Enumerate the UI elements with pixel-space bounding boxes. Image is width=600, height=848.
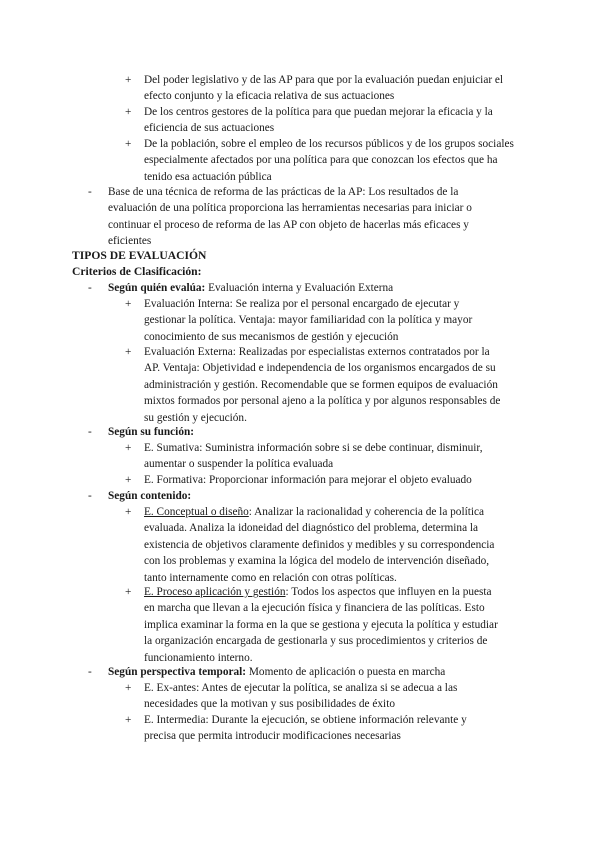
plus-bullet: + bbox=[125, 138, 132, 150]
list-item bbox=[125, 584, 503, 666]
list-item bbox=[125, 712, 500, 745]
plus-bullet: + bbox=[125, 74, 132, 86]
list-item bbox=[125, 504, 500, 586]
list-item-text: E. Formativa: Proporcionar información para mejorar el objeto evaluado bbox=[144, 474, 472, 486]
criterion-temporal bbox=[88, 664, 508, 680]
criterion-label: Según contenido: bbox=[108, 490, 192, 502]
criterion-label: Según quién evalúa: bbox=[108, 282, 206, 294]
list-item bbox=[125, 72, 520, 105]
criterion-text: Evaluación interna y Evaluación Externa bbox=[205, 282, 394, 294]
criterion-line bbox=[108, 664, 508, 680]
plus-bullet: + bbox=[125, 682, 132, 694]
list-item bbox=[125, 440, 500, 473]
list-item bbox=[125, 472, 503, 488]
list-item-text: E. Intermedia: Durante la ejecución, se obtiene información relevante y precisa que permita introducir modificaciones necesarias bbox=[144, 714, 467, 743]
dash-bullet: - bbox=[88, 666, 92, 678]
plus-bullet: + bbox=[125, 586, 132, 598]
list-item bbox=[125, 680, 500, 713]
list-item-text: De la población, sobre el empleo de los recursos públicos y de los grupos sociales especialmente afectados por una política para que conozcan los efectos que ha tenido esa actuación pública bbox=[144, 138, 514, 183]
list-item bbox=[125, 296, 500, 345]
list-item bbox=[125, 344, 503, 426]
criterion-label: Según perspectiva temporal: bbox=[108, 666, 247, 678]
item-description: : Todos los aspectos que influyen en la puesta en marcha que llevan a la ejecución física y financiera de las políticas. Esto implica examinar la forma en la que se gestiona y ejecuta la política y estudiar la organización encargada de gestionarla y sus procedimientos y criterios de funcionamiento interno. bbox=[144, 586, 498, 664]
dash-bullet: - bbox=[88, 490, 92, 502]
section-subtitle: Criterios de Clasificación: bbox=[72, 265, 202, 278]
plus-bullet: + bbox=[125, 474, 132, 486]
dash-bullet: - bbox=[88, 282, 92, 294]
item-title: E. Proceso aplicación y gestión bbox=[144, 586, 286, 598]
plus-bullet: + bbox=[125, 346, 132, 358]
list-item-text: Evaluación Externa: Realizadas por especialistas externos contratados por la AP. Ventaja: Objetividad e independencia de los organismos encargados de su administración y gestión. Recomendable que se formen equipos de evaluación mixtos formados por personal ajeno a la política y por algunos responsables de su gestión y ejecución. bbox=[144, 346, 501, 424]
dash-bullet: - bbox=[88, 426, 92, 438]
plus-bullet: + bbox=[125, 442, 132, 454]
list-item bbox=[125, 136, 520, 185]
plus-bullet: + bbox=[125, 714, 132, 726]
criterion-line bbox=[108, 424, 508, 440]
list-item-text: Del poder legislativo y de las AP para que por la evaluación puedan enjuiciar el efecto conjunto y la eficacia relativa de sus actuaciones bbox=[144, 74, 504, 103]
list-item-text bbox=[144, 584, 503, 666]
list-item-text bbox=[144, 504, 500, 586]
section-title: TIPOS DE EVALUACIÓN bbox=[72, 249, 207, 262]
criterion-label: Según su función: bbox=[108, 426, 195, 438]
dash-bullet: - bbox=[88, 186, 92, 198]
criterion-text: Momento de aplicación o puesta en marcha bbox=[246, 666, 446, 678]
item-description: : Analizar la racionalidad y coherencia de la política evaluada. Analiza la idoneidad del diagnóstico del problema, determina la existencia de objetivos claramente definidos y medibles y su correspondencia con los problemas y examina la lógica del modelo de intervención diseñado, tanto internamente como en relación con otras políticas. bbox=[144, 506, 495, 584]
criterion-quien bbox=[88, 280, 508, 296]
plus-bullet: + bbox=[125, 506, 132, 518]
list-item bbox=[88, 184, 500, 250]
plus-bullet: + bbox=[125, 298, 132, 310]
criterion-line bbox=[108, 488, 508, 504]
list-item-text: E. Sumativa: Suministra información sobre si se debe continuar, disminuir, aumentar o suspender la política evaluada bbox=[144, 442, 483, 471]
list-item-text: E. Ex-antes: Antes de ejecutar la política, se analiza si se adecua a las necesidades que la motivan y sus posibilidades de éxito bbox=[144, 682, 458, 711]
criterion-contenido bbox=[88, 488, 508, 504]
criterion-line bbox=[108, 280, 508, 296]
list-item-text: De los centros gestores de la política para que puedan mejorar la eficacia y la eficiencia de sus actuaciones bbox=[144, 106, 493, 135]
criterion-funcion bbox=[88, 424, 508, 440]
list-item-text: Base de una técnica de reforma de las prácticas de la AP: Los resultados de la evaluación de una política proporciona las herramientas necesarias para iniciar o continuar el proceso de reforma de las AP con objeto de hacerlas más eficaces y eficientes bbox=[108, 186, 472, 248]
item-title: E. Conceptual o diseño bbox=[144, 506, 249, 518]
plus-bullet: + bbox=[125, 106, 132, 118]
list-item bbox=[125, 104, 520, 137]
list-item-text: Evaluación Interna: Se realiza por el personal encargado de ejecutar y gestionar la política. Ventaja: mayor familiaridad con la política y mayor conocimiento de sus mecanismos de gestión y ejecución bbox=[144, 298, 473, 343]
